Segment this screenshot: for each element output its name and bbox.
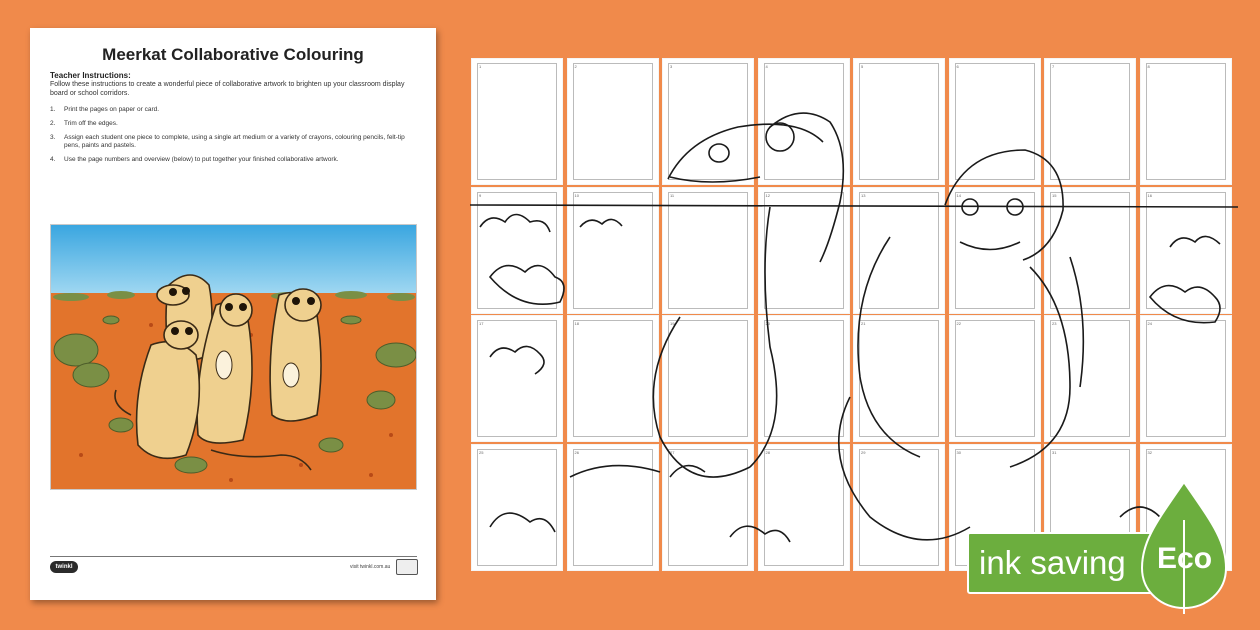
colouring-page-tile	[1141, 316, 1231, 441]
instruction-step: 2. Trim off the edges.	[50, 120, 118, 127]
tile-border	[1146, 63, 1226, 180]
tile-border	[573, 449, 653, 566]
page-number: 15	[1052, 192, 1057, 198]
colouring-page-tile	[472, 316, 562, 441]
tile-border	[764, 320, 844, 437]
footer-divider	[50, 556, 417, 557]
colouring-page-tile	[1045, 188, 1135, 313]
page-number: 25	[479, 449, 484, 455]
page-number: 19	[670, 321, 675, 326]
page-number: 24	[1147, 321, 1152, 326]
page-number: 16	[1147, 192, 1152, 198]
colouring-page-tile	[568, 316, 658, 441]
page-number: 4	[765, 64, 768, 69]
ink-saving-text: ink saving	[979, 544, 1126, 581]
tile-border	[1146, 320, 1226, 437]
instructions-intro: Follow these instructions to create a wonderful piece of collaborative artwork to brighten up your classroom display board or school corridors.	[50, 81, 405, 97]
page-number: 28	[765, 449, 770, 455]
page-number: 7	[1052, 64, 1055, 69]
page-number: 27	[670, 449, 675, 455]
colouring-page-tile	[568, 445, 658, 570]
page-number: 20	[765, 321, 770, 326]
page-number: 23	[1052, 321, 1057, 326]
colouring-page-tile	[759, 445, 849, 570]
page-number: 11	[670, 192, 675, 198]
colouring-page-tile	[663, 59, 753, 184]
tile-border	[859, 449, 939, 566]
instruction-step: 4. Use the page numbers and overview (below) to put together your finished collaborative artwork.	[50, 156, 339, 163]
tile-border	[859, 320, 939, 437]
meerkat-colour-illustration	[50, 224, 417, 490]
sheet-title: Meerkat Collaborative Colouring	[102, 45, 364, 64]
colouring-page-tile	[472, 445, 562, 570]
tile-border	[573, 192, 653, 309]
colouring-page-tile	[472, 59, 562, 184]
tile-border	[764, 63, 844, 180]
colouring-page-tile	[854, 188, 944, 313]
page-number: 21	[861, 321, 866, 326]
page-number: 3	[670, 64, 673, 69]
tile-border	[668, 192, 748, 309]
colouring-page-tile	[759, 316, 849, 441]
page-number: 14	[956, 192, 961, 198]
tile-border	[668, 449, 748, 566]
tile-border	[477, 192, 557, 309]
colouring-page-tile	[1141, 59, 1231, 184]
tile-border	[955, 192, 1035, 309]
instruction-sheet	[30, 28, 436, 600]
tile-border	[1050, 192, 1130, 309]
colouring-page-tile	[663, 188, 753, 313]
tile-border	[477, 320, 557, 437]
page-number: 18	[574, 321, 579, 326]
page-number: 32	[1147, 449, 1152, 455]
tile-border	[573, 63, 653, 180]
page-number: 9	[479, 192, 482, 198]
colouring-page-tile	[854, 445, 944, 570]
instruction-step: 3. Assign each student one piece to complete, using a single art medium or a variety of crayons, colouring pencils, felt-tip pens, paints and pastels.	[50, 134, 405, 149]
tile-border	[1050, 63, 1130, 180]
tile-border	[859, 63, 939, 180]
page-number: 10	[574, 192, 579, 198]
tile-border	[1146, 192, 1226, 309]
colouring-page-tile	[1045, 59, 1135, 184]
colouring-page-tile	[759, 59, 849, 184]
tile-border	[1050, 320, 1130, 437]
instruction-step: 1. Print the pages on paper or card.	[50, 106, 160, 113]
colouring-page-tile	[472, 188, 562, 313]
colouring-page-tile	[950, 188, 1040, 313]
colouring-page-tile	[1045, 316, 1135, 441]
colouring-page-tile	[663, 316, 753, 441]
page-number: 26	[574, 449, 579, 455]
colouring-page-tile	[854, 59, 944, 184]
tile-border	[477, 63, 557, 180]
page-number: 6	[956, 64, 959, 69]
page-number: 1	[479, 64, 482, 69]
colouring-page-tile	[568, 59, 658, 184]
colouring-page-tile	[759, 188, 849, 313]
instruction-steps	[50, 106, 410, 170]
tile-border	[955, 320, 1035, 437]
colouring-page-tile	[950, 316, 1040, 441]
page-number: 31	[1052, 449, 1057, 455]
tile-border	[764, 192, 844, 309]
tile-border	[573, 320, 653, 437]
tile-border	[955, 63, 1035, 180]
page-number: 12	[765, 192, 770, 198]
colouring-page-tile	[1141, 188, 1231, 313]
tile-border	[764, 449, 844, 566]
colouring-page-tile	[854, 316, 944, 441]
page-number: 5	[861, 64, 864, 69]
page-number: 2	[574, 64, 577, 69]
twinkl-logo: twinkl	[50, 561, 78, 573]
instructions-heading: Teacher Instructions:	[50, 71, 131, 80]
page-number: 30	[956, 449, 961, 455]
page-number: 29	[861, 449, 866, 455]
colouring-page-tile	[663, 445, 753, 570]
page-number: 8	[1147, 64, 1150, 69]
page-number: 13	[861, 192, 866, 198]
eco-label: Eco	[1157, 542, 1213, 575]
colouring-page-tile	[568, 188, 658, 313]
tile-border	[668, 320, 748, 437]
tile-border	[668, 63, 748, 180]
publisher-logo-icon	[396, 559, 418, 575]
page-number: 22	[956, 321, 961, 326]
page-number: 17	[479, 321, 484, 326]
footer-url: visit twinkl.com.au	[350, 564, 391, 570]
tile-border	[859, 192, 939, 309]
colouring-page-tile	[950, 59, 1040, 184]
tile-border	[477, 449, 557, 566]
